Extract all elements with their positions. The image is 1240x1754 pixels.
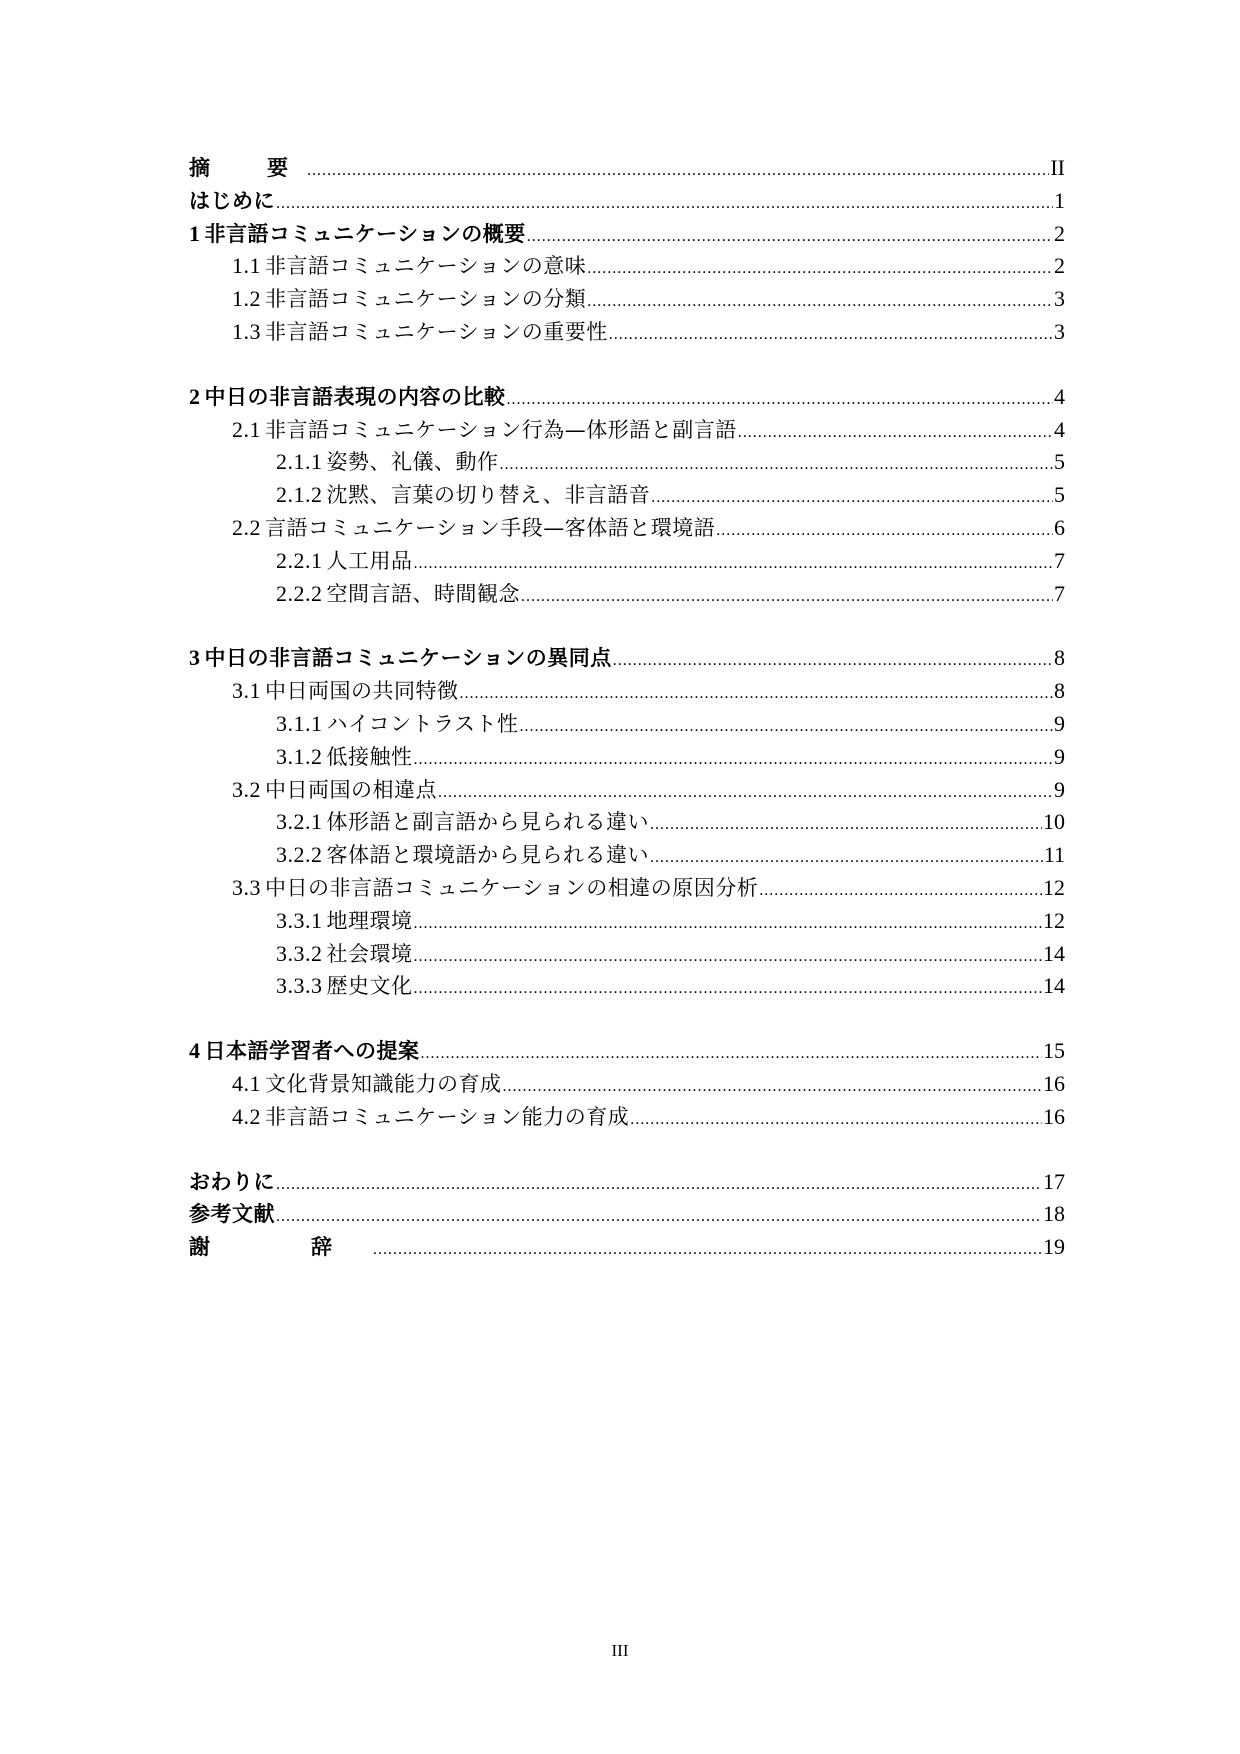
toc-entry-number: 1.3 — [232, 318, 261, 344]
toc-entry[interactable] — [189, 152, 1065, 185]
toc-entry-text: 中日両国の相違点 — [265, 777, 437, 802]
toc-entry[interactable] — [189, 1198, 1065, 1231]
toc-entry-text: 低接触性 — [326, 744, 413, 769]
toc-dot-leader — [276, 188, 1053, 221]
toc-entry[interactable] — [189, 1101, 1065, 1134]
toc-entry-page: 8 — [1054, 645, 1065, 671]
toc-entry-number: 4.2 — [232, 1103, 261, 1129]
toc-entry-text: 言語コミュニケーション手段—客体語と環境語 — [265, 515, 716, 540]
toc-entry-title — [276, 446, 499, 479]
toc-entry[interactable] — [189, 185, 1065, 218]
toc-dot-leader — [438, 777, 1053, 810]
toc-entry-text: 沈黙、言葉の切り替え、非言語音 — [326, 483, 651, 508]
toc-entry-title — [189, 381, 506, 414]
toc-entry-text: ハイコントラスト性 — [326, 711, 519, 736]
toc-entry-text: 非言語コミュニケーション行為—体形語と副言語 — [265, 417, 737, 442]
toc-entry-text: 非言語コミュニケーションの概要 — [204, 221, 526, 246]
toc-entry-number: 3.1 — [232, 678, 261, 704]
toc-dot-leader — [609, 319, 1053, 352]
toc-entry-title — [189, 152, 306, 185]
toc-entry-title — [276, 741, 413, 774]
toc-dot-leader — [503, 1071, 1043, 1104]
toc-entry-number: 2.1.2 — [276, 482, 323, 508]
toc-entry-title — [189, 1166, 275, 1199]
toc-entry-page: 3 — [1054, 286, 1065, 312]
toc-entry-title — [276, 905, 413, 938]
toc-entry-text: 中日の非言語表現の内容の比較 — [204, 384, 506, 409]
toc-entry[interactable] — [189, 578, 1065, 611]
toc-entry-page: 9 — [1054, 776, 1065, 802]
toc-entry[interactable] — [189, 708, 1065, 741]
toc-entry-title — [189, 1035, 420, 1068]
toc-entry-title — [232, 774, 437, 807]
toc-entry[interactable] — [189, 316, 1065, 349]
toc-entry[interactable] — [189, 479, 1065, 512]
toc-dot-leader — [521, 581, 1053, 614]
toc-entry-text: 中日の非言語コミュニケーションの異同点 — [204, 646, 612, 671]
toc-entry-number: 3.2 — [232, 776, 261, 802]
toc-dot-leader — [650, 809, 1042, 842]
toc-entry-page: 18 — [1043, 1201, 1065, 1227]
toc-entry-number: 3.1.1 — [276, 710, 323, 736]
toc-entry-page: 8 — [1054, 678, 1065, 704]
toc-entry-page: 4 — [1054, 416, 1065, 442]
toc-entry[interactable] — [189, 905, 1065, 938]
toc-entry-text: 日本語学習者への提案 — [204, 1039, 420, 1064]
toc-entry-number: 3.3.3 — [276, 973, 323, 999]
toc-entry-text: 中日両国の共同特徴 — [265, 679, 459, 704]
toc-entry[interactable] — [189, 414, 1065, 447]
toc-dot-leader — [276, 1201, 1042, 1234]
toc-entry-number: 4.1 — [232, 1070, 261, 1096]
toc-entry[interactable] — [189, 283, 1065, 316]
toc-entry-number: 2.1 — [232, 416, 261, 442]
toc-entry-title — [232, 1101, 629, 1134]
toc-dot-leader — [276, 1169, 1042, 1202]
toc-entry-text: 非言語コミュニケーションの意味 — [265, 254, 587, 279]
toc-entry[interactable] — [189, 675, 1065, 708]
toc-entry-number: 2.1.1 — [276, 449, 323, 475]
toc-entry-page: 16 — [1043, 1070, 1065, 1096]
toc-entry[interactable] — [189, 512, 1065, 545]
toc-entry-text: 空間言語、時間観念 — [326, 581, 520, 606]
toc-entry-text: 体形語と副言語から見られる違い — [326, 810, 649, 835]
toc-entry-title — [276, 806, 649, 839]
toc-dot-leader — [613, 645, 1053, 678]
toc-entry-page: 6 — [1054, 514, 1065, 540]
toc-entry-page: 10 — [1043, 809, 1065, 835]
toc-entry-number: 2.2.1 — [276, 547, 323, 573]
toc-entry[interactable] — [189, 1166, 1065, 1199]
toc-entry[interactable] — [189, 1231, 1065, 1264]
toc-entry-page: 5 — [1054, 482, 1065, 508]
toc-entry-page: 12 — [1043, 874, 1065, 900]
toc-entry[interactable] — [189, 1035, 1065, 1068]
toc-entry-page: 17 — [1043, 1168, 1065, 1194]
toc-entry-page: 14 — [1043, 940, 1065, 966]
toc-entry[interactable] — [189, 970, 1065, 1003]
toc-entry-title — [232, 316, 608, 349]
toc-dot-leader — [520, 711, 1053, 744]
toc-entry-title — [276, 708, 519, 741]
toc-entry-page: 19 — [1043, 1234, 1065, 1260]
toc-entry[interactable] — [189, 642, 1065, 675]
toc-entry-number: 2 — [189, 383, 201, 409]
toc-dot-leader — [414, 744, 1054, 777]
toc-entry-number: 3 — [189, 645, 201, 671]
toc-entry-title — [189, 1231, 372, 1264]
toc-entry-text: 地理環境 — [326, 908, 413, 933]
toc-entry-page: 15 — [1043, 1038, 1065, 1064]
toc-entry-text: 人工用品 — [326, 548, 413, 573]
toc-dot-leader — [414, 908, 1043, 941]
toc-entry-title — [276, 578, 520, 611]
toc-dot-leader — [759, 875, 1042, 908]
toc-dot-leader — [307, 155, 1049, 188]
toc-entry-number: 3.2.2 — [276, 842, 323, 868]
toc-entry-number: 4 — [189, 1038, 201, 1064]
toc-entry[interactable] — [189, 872, 1065, 905]
toc-dot-leader — [527, 221, 1053, 254]
toc-entry-page: 7 — [1054, 547, 1065, 573]
toc-entry-title — [276, 545, 413, 578]
toc-entry-page: 14 — [1043, 973, 1065, 999]
toc-entry-text: はじめに — [189, 188, 275, 213]
toc-entry-page: 2 — [1054, 220, 1065, 246]
toc-entry[interactable] — [189, 839, 1065, 872]
toc-entry-page: 9 — [1054, 743, 1065, 769]
toc-entry-number: 3.1.2 — [276, 743, 323, 769]
toc-entry-title — [189, 185, 275, 218]
toc-entry-text: 非言語コミュニケーション能力の育成 — [265, 1104, 630, 1129]
toc-entry-title — [276, 479, 650, 512]
toc-dot-leader — [738, 417, 1053, 450]
toc-entry-number: 1.2 — [232, 286, 261, 312]
toc-entry-page: 11 — [1043, 842, 1065, 868]
toc-entry-page: 9 — [1054, 710, 1065, 736]
toc-entry-number: 2.2.2 — [276, 580, 323, 606]
toc-entry-text: 謝 辞 — [189, 1235, 372, 1260]
toc-dot-leader — [587, 286, 1053, 319]
toc-entry-text: 非言語コミュニケーションの重要性 — [265, 319, 608, 344]
toc-entry-text: 非言語コミュニケーションの分類 — [265, 287, 587, 312]
toc-entry[interactable] — [189, 446, 1065, 479]
toc-entry-text: おわりに — [189, 1169, 275, 1194]
toc-entry-title — [189, 642, 612, 675]
toc-entry-page: 1 — [1054, 187, 1065, 213]
toc-entry-number: 3.3.1 — [276, 907, 323, 933]
toc-entry-title — [189, 1198, 275, 1231]
toc-entry-title — [232, 872, 758, 905]
toc-entry[interactable] — [189, 938, 1065, 971]
toc-entry[interactable] — [189, 250, 1065, 283]
toc-entry-number: 2.2 — [232, 514, 261, 540]
toc-entry-number: 1 — [189, 220, 201, 246]
toc-entry-page: 16 — [1043, 1103, 1065, 1129]
toc-entry-page: 4 — [1054, 383, 1065, 409]
toc-entry-page: 12 — [1043, 907, 1065, 933]
toc-entry-text: 文化背景知識能力の育成 — [265, 1071, 502, 1096]
toc-entry-text: 客体語と環境語から見られる違い — [326, 843, 649, 868]
toc-entry-number: 3.3.2 — [276, 940, 323, 966]
toc-entry-number: 1.1 — [232, 253, 261, 279]
toc-entry-number: 3.2.1 — [276, 809, 323, 835]
toc-entry-text: 参考文献 — [189, 1202, 275, 1227]
toc-entry-title — [276, 839, 649, 872]
toc-entry[interactable] — [189, 1068, 1065, 1101]
toc-dot-leader — [507, 384, 1054, 417]
toc-entry-page: II — [1050, 155, 1065, 180]
toc-entry[interactable] — [189, 545, 1065, 578]
toc-dot-leader — [373, 1234, 1042, 1267]
toc-dot-leader — [414, 548, 1054, 581]
toc-entry-title — [232, 250, 586, 283]
toc-entry-page: 7 — [1054, 580, 1065, 606]
page-number-footer: III — [611, 1641, 629, 1660]
toc-entry-number: 3.3 — [232, 874, 261, 900]
toc-entry[interactable] — [189, 806, 1065, 839]
toc-entry-title — [232, 512, 715, 545]
toc-entry-title — [232, 675, 459, 708]
toc-dot-leader — [651, 482, 1053, 515]
toc-entry-page: 3 — [1054, 318, 1065, 344]
toc-entry-title — [232, 1068, 502, 1101]
toc-entry-title — [276, 938, 413, 971]
toc-entry[interactable] — [189, 774, 1065, 807]
toc-dot-leader — [414, 941, 1043, 974]
toc-dot-leader — [587, 253, 1053, 286]
toc-entry[interactable] — [189, 741, 1065, 774]
toc-entry-text: 姿勢、礼儀、動作 — [326, 450, 499, 475]
toc-entry-title — [189, 218, 526, 251]
toc-entry-text: 中日の非言語コミュニケーションの相違の原因分析 — [265, 875, 759, 900]
toc-dot-leader — [414, 973, 1043, 1006]
toc-dot-leader — [460, 678, 1054, 711]
toc-entry[interactable] — [189, 218, 1065, 251]
toc-dot-leader — [650, 842, 1043, 875]
toc-entry-page: 5 — [1054, 449, 1065, 475]
toc-entry-title — [232, 283, 586, 316]
toc-dot-leader — [500, 449, 1054, 482]
toc-entry-text: 歴史文化 — [326, 974, 413, 999]
toc-entry[interactable] — [189, 381, 1065, 414]
toc-entry-title — [276, 970, 413, 1003]
toc-entry-text: 社会環境 — [326, 941, 413, 966]
table-of-contents — [189, 152, 1065, 1264]
toc-entry-page: 2 — [1054, 253, 1065, 279]
toc-dot-leader — [630, 1104, 1042, 1137]
toc-dot-leader — [421, 1038, 1043, 1071]
toc-entry-text: 摘 要 — [189, 156, 306, 180]
toc-entry-title — [232, 414, 737, 447]
toc-dot-leader — [716, 515, 1053, 548]
